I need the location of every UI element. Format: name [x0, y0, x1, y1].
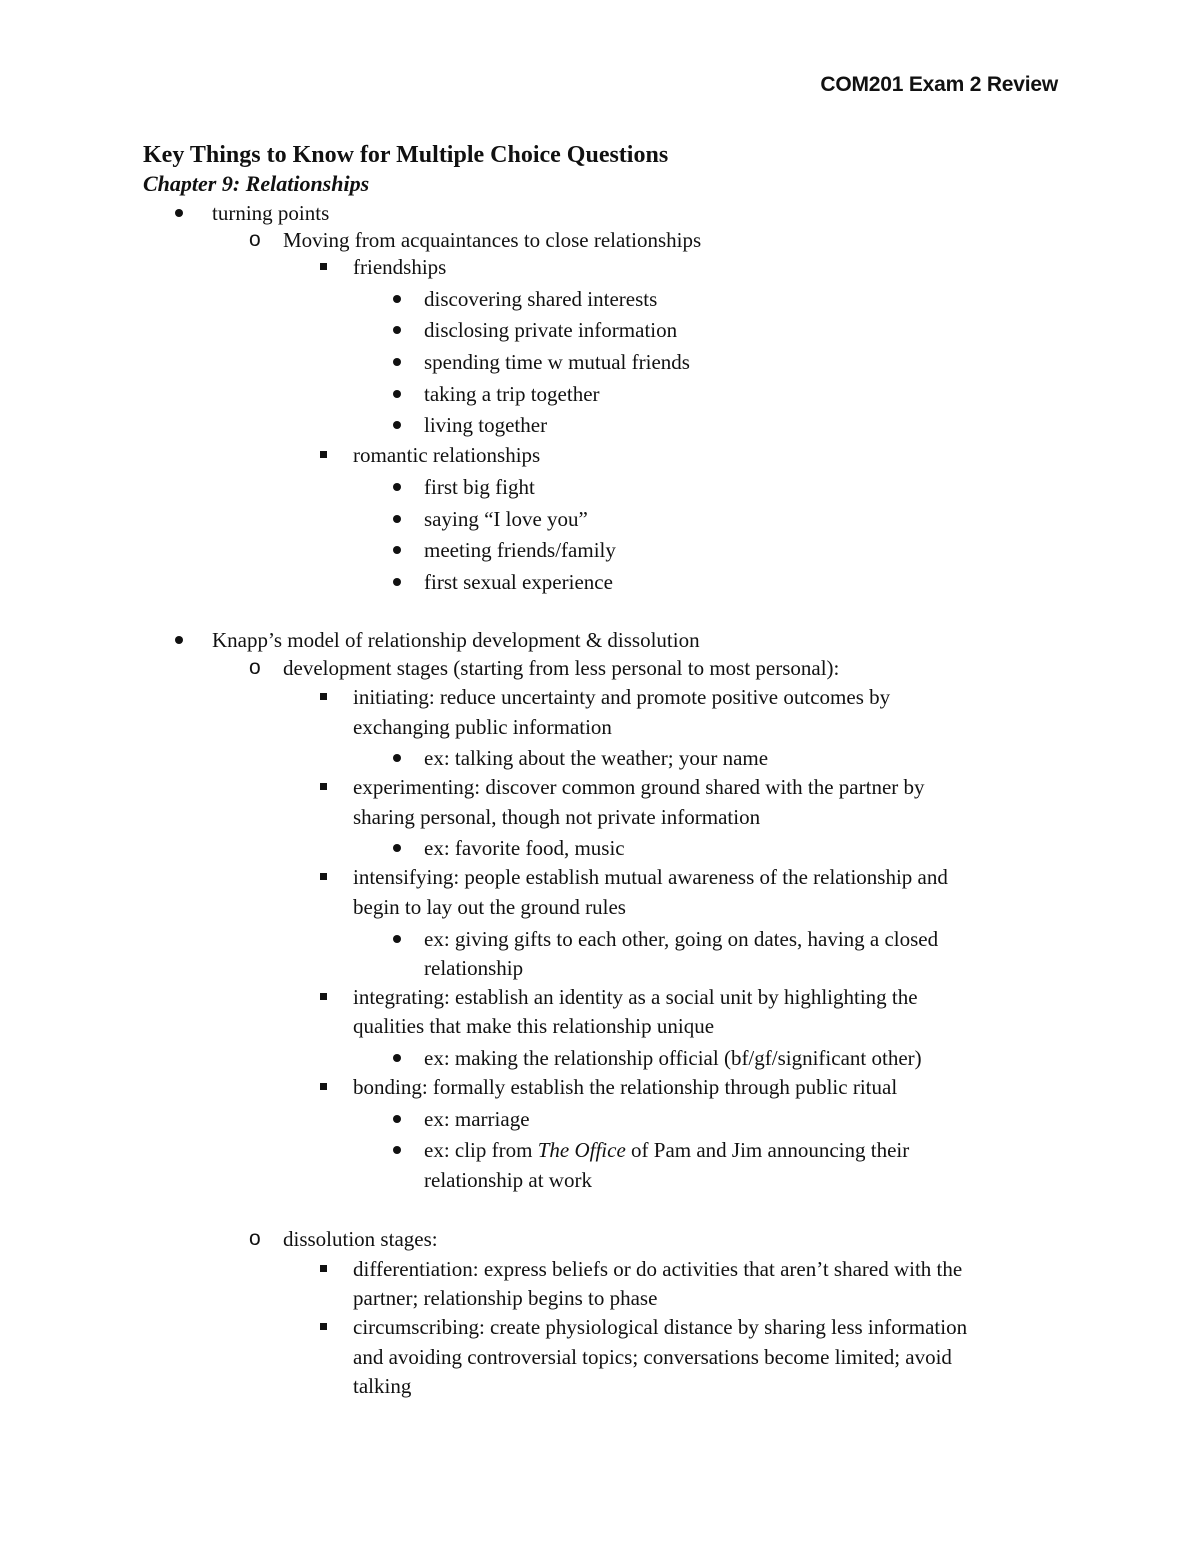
- list-item: saying “I love you”: [424, 507, 588, 531]
- list-item-text: ex: clip from: [424, 1138, 538, 1162]
- list-item-continued: relationship at work: [424, 1168, 592, 1192]
- bullet-icon: [393, 326, 401, 334]
- square-bullet-icon: [320, 1083, 327, 1090]
- page-title: Key Things to Know for Multiple Choice Questions: [143, 142, 669, 168]
- list-item: first big fight: [424, 475, 535, 499]
- list-item: first sexual experience: [424, 570, 613, 594]
- square-bullet-icon: [320, 263, 327, 270]
- list-item: discovering shared interests: [424, 287, 658, 311]
- list-item: development stages (starting from less personal to most personal):: [283, 656, 840, 680]
- list-item: spending time w mutual friends: [424, 350, 690, 374]
- page-header: COM201 Exam 2 Review: [820, 73, 1058, 96]
- list-item: Knapp’s model of relationship development & dissolution: [212, 628, 700, 652]
- list-item: integrating: establish an identity as a social unit by highlighting the: [353, 985, 918, 1009]
- bullet-icon: [393, 546, 401, 554]
- list-item: disclosing private information: [424, 318, 678, 342]
- circle-bullet-icon: o: [249, 656, 261, 679]
- list-item-continued: begin to lay out the ground rules: [353, 895, 626, 919]
- list-item: initiating: reduce uncertainty and promote positive outcomes by: [353, 685, 891, 709]
- list-item: [424, 1135, 909, 1165]
- square-bullet-icon: [320, 783, 327, 790]
- list-item: dissolution stages:: [283, 1227, 438, 1251]
- square-bullet-icon: [320, 693, 327, 700]
- list-item-continued: partner; relationship begins to phase: [353, 1286, 658, 1310]
- list-item-continued: talking: [353, 1374, 412, 1398]
- bullet-icon: [393, 578, 401, 586]
- list-item: turning points: [212, 201, 330, 225]
- list-item: intensifying: people establish mutual awareness of the relationship and: [353, 865, 948, 889]
- list-item-continued: exchanging public information: [353, 715, 612, 739]
- square-bullet-icon: [320, 993, 327, 1000]
- bullet-icon: [393, 515, 401, 523]
- list-item: ex: talking about the weather; your name: [424, 746, 769, 770]
- bullet-icon: [393, 1146, 401, 1154]
- square-bullet-icon: [320, 1323, 327, 1330]
- circle-bullet-icon: o: [249, 228, 261, 251]
- list-item: friendships: [353, 255, 447, 279]
- list-item: ex: giving gifts to each other, going on dates, having a closed: [424, 927, 939, 951]
- bullet-icon: [175, 636, 183, 644]
- bullet-icon: [393, 844, 401, 852]
- list-item: romantic relationships: [353, 443, 541, 467]
- bullet-icon: [393, 295, 401, 303]
- bullet-icon: [393, 483, 401, 491]
- list-item: living together: [424, 413, 548, 437]
- list-item: experimenting: discover common ground shared with the partner by: [353, 775, 925, 799]
- bullet-icon: [175, 209, 183, 217]
- chapter-heading: Chapter 9: Relationships: [143, 171, 370, 196]
- bullet-icon: [393, 754, 401, 762]
- show-title: The Office: [537, 1138, 626, 1162]
- circle-bullet-icon: o: [249, 1227, 261, 1250]
- list-item: Moving from acquaintances to close relationships: [283, 228, 702, 252]
- square-bullet-icon: [320, 1265, 327, 1272]
- list-item: ex: making the relationship official (bf/gf/significant other): [424, 1046, 922, 1070]
- list-item: differentiation: express beliefs or do activities that aren’t shared with the: [353, 1257, 963, 1281]
- bullet-icon: [393, 935, 401, 943]
- list-item: circumscribing: create physiological distance by sharing less information: [353, 1315, 968, 1339]
- list-item-continued: qualities that make this relationship unique: [353, 1014, 715, 1038]
- list-item: meeting friends/family: [424, 538, 616, 562]
- list-item-continued: relationship: [424, 956, 524, 980]
- list-item: taking a trip together: [424, 382, 600, 406]
- list-item-continued: and avoiding controversial topics; conversations become limited; avoid: [353, 1345, 952, 1369]
- bullet-icon: [393, 1054, 401, 1062]
- list-item-continued: sharing personal, though not private information: [353, 805, 761, 829]
- list-item: ex: marriage: [424, 1107, 530, 1131]
- square-bullet-icon: [320, 873, 327, 880]
- list-item-text: of Pam and Jim announcing their: [625, 1138, 910, 1162]
- list-item: ex: favorite food, music: [424, 836, 625, 860]
- bullet-icon: [393, 390, 401, 398]
- bullet-icon: [393, 421, 401, 429]
- bullet-icon: [393, 358, 401, 366]
- list-item: bonding: formally establish the relationship through public ritual: [353, 1075, 898, 1099]
- square-bullet-icon: [320, 451, 327, 458]
- bullet-icon: [393, 1115, 401, 1123]
